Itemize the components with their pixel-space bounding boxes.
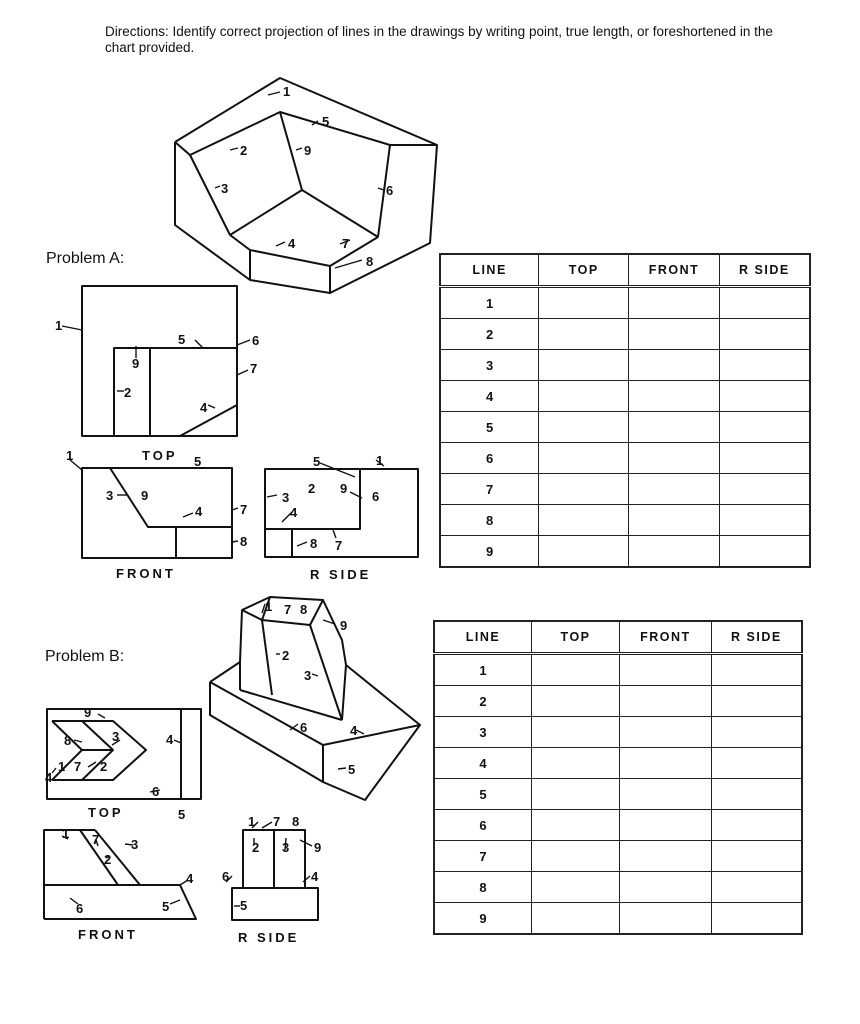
svg-text:5: 5	[178, 332, 186, 347]
svg-text:3: 3	[131, 837, 139, 852]
table-row	[440, 350, 810, 381]
answer-cell[interactable]	[531, 903, 619, 935]
svg-text:6: 6	[152, 784, 160, 799]
answer-cell[interactable]	[531, 654, 619, 686]
svg-text:1: 1	[376, 453, 384, 468]
answer-cell[interactable]	[620, 872, 712, 903]
table-row	[434, 717, 802, 748]
problem-b-pictorial	[210, 597, 420, 800]
answer-cell[interactable]	[539, 505, 629, 536]
answer-cell[interactable]	[620, 717, 712, 748]
svg-text:9: 9	[141, 488, 149, 503]
svg-text:4: 4	[200, 400, 208, 415]
answer-cell[interactable]	[539, 381, 629, 412]
line-number: 8	[440, 505, 539, 536]
svg-text:1: 1	[58, 759, 66, 774]
answer-cell[interactable]	[629, 319, 719, 350]
answer-cell[interactable]	[711, 872, 802, 903]
svg-text:6: 6	[76, 901, 84, 916]
svg-text:4: 4	[290, 505, 298, 520]
drawing-labels	[45, 84, 393, 916]
header-line: LINE	[434, 621, 531, 654]
line-number: 8	[434, 872, 531, 903]
answer-cell[interactable]	[531, 717, 619, 748]
svg-text:2: 2	[282, 648, 290, 663]
line-number: 1	[440, 287, 539, 319]
table-row	[440, 287, 810, 319]
answer-cell[interactable]	[539, 287, 629, 319]
table-row	[440, 443, 810, 474]
answer-cell[interactable]	[531, 872, 619, 903]
line-number: 7	[440, 474, 539, 505]
table-row	[440, 412, 810, 443]
svg-text:5: 5	[240, 898, 248, 913]
answer-cell[interactable]	[629, 443, 719, 474]
line-number: 9	[440, 536, 539, 568]
line-number: 2	[440, 319, 539, 350]
line-number: 3	[440, 350, 539, 381]
answer-cell[interactable]	[711, 654, 802, 686]
answer-cell[interactable]	[539, 474, 629, 505]
svg-text:5: 5	[194, 454, 202, 469]
problem-b-front-view	[44, 830, 196, 919]
svg-text:3: 3	[282, 840, 290, 855]
svg-text:2: 2	[308, 481, 316, 496]
line-number: 3	[434, 717, 531, 748]
svg-text:6: 6	[386, 183, 394, 198]
svg-text:3: 3	[106, 488, 114, 503]
answer-cell[interactable]	[719, 381, 810, 412]
svg-text:8: 8	[292, 814, 300, 829]
table-row	[440, 381, 810, 412]
problem-a-front-view	[82, 468, 232, 558]
table-row	[434, 654, 802, 686]
svg-text:7: 7	[240, 502, 248, 517]
answer-cell[interactable]	[629, 287, 719, 319]
b-side-caption: R SIDE	[238, 930, 300, 945]
header-r-side: R SIDE	[711, 621, 802, 654]
problem-b-chart	[433, 620, 803, 935]
line-number: 7	[434, 841, 531, 872]
svg-text:9: 9	[340, 481, 348, 496]
answer-cell[interactable]	[719, 319, 810, 350]
svg-text:9: 9	[132, 356, 140, 371]
table-row	[434, 748, 802, 779]
answer-cell[interactable]	[711, 903, 802, 935]
svg-text:7: 7	[284, 602, 292, 617]
svg-text:6: 6	[300, 720, 308, 735]
svg-text:8: 8	[240, 534, 248, 549]
a-side-caption: R SIDE	[310, 567, 372, 582]
line-number: 6	[440, 443, 539, 474]
svg-text:3: 3	[112, 729, 120, 744]
svg-text:4: 4	[166, 732, 174, 747]
svg-text:2: 2	[100, 759, 108, 774]
b-top-caption: TOP	[88, 805, 124, 820]
answer-cell[interactable]	[531, 841, 619, 872]
answer-cell[interactable]	[539, 350, 629, 381]
svg-text:1: 1	[248, 814, 256, 829]
svg-text:2: 2	[252, 840, 260, 855]
answer-cell[interactable]	[719, 287, 810, 319]
svg-text:6: 6	[222, 869, 230, 884]
svg-text:3: 3	[221, 181, 229, 196]
answer-cell[interactable]	[629, 536, 719, 568]
svg-text:1: 1	[66, 448, 74, 463]
answer-cell[interactable]	[711, 810, 802, 841]
problem-b-label: Problem B:	[45, 648, 125, 665]
answer-cell[interactable]	[531, 810, 619, 841]
svg-text:3: 3	[304, 668, 312, 683]
svg-text:8: 8	[300, 602, 308, 617]
answer-cell[interactable]	[629, 474, 719, 505]
answer-cell[interactable]	[629, 381, 719, 412]
answer-cell[interactable]	[629, 350, 719, 381]
line-number: 1	[434, 654, 531, 686]
svg-text:5: 5	[162, 899, 170, 914]
line-number: 5	[440, 412, 539, 443]
answer-cell[interactable]	[539, 443, 629, 474]
svg-text:9: 9	[340, 618, 348, 633]
svg-text:4: 4	[350, 723, 358, 738]
svg-text:1: 1	[55, 318, 63, 333]
table-row	[440, 536, 810, 568]
answer-cell[interactable]	[711, 748, 802, 779]
table-row	[434, 903, 802, 935]
table-row	[434, 686, 802, 717]
svg-text:1: 1	[283, 84, 291, 99]
header-r-side: R SIDE	[719, 254, 810, 287]
header-top: TOP	[531, 621, 619, 654]
svg-text:9: 9	[304, 143, 312, 158]
problem-a-top-view	[82, 286, 237, 436]
table-row	[434, 779, 802, 810]
header-top: TOP	[539, 254, 629, 287]
a-top-caption: TOP	[142, 448, 178, 463]
svg-text:7: 7	[342, 236, 350, 251]
line-number: 4	[440, 381, 539, 412]
leader-lines	[52, 92, 384, 906]
answer-cell[interactable]	[620, 903, 712, 935]
svg-text:1: 1	[62, 826, 70, 841]
svg-text:5: 5	[348, 762, 356, 777]
header-line: LINE	[440, 254, 539, 287]
answer-cell[interactable]	[539, 412, 629, 443]
answer-cell[interactable]	[719, 443, 810, 474]
answer-cell[interactable]	[711, 717, 802, 748]
svg-text:7: 7	[335, 538, 343, 553]
svg-text:5: 5	[313, 454, 321, 469]
answer-cell[interactable]	[620, 686, 712, 717]
svg-text:7: 7	[92, 832, 100, 847]
answer-cell[interactable]	[629, 505, 719, 536]
table-row	[434, 872, 802, 903]
b-front-caption: FRONT	[78, 927, 138, 942]
answer-cell[interactable]	[531, 779, 619, 810]
problem-a-pictorial	[175, 78, 437, 293]
table-row	[434, 810, 802, 841]
svg-text:2: 2	[104, 852, 112, 867]
answer-cell[interactable]	[620, 810, 712, 841]
answer-cell[interactable]	[711, 686, 802, 717]
answer-cell[interactable]	[620, 779, 712, 810]
header-front: FRONT	[629, 254, 719, 287]
svg-text:2: 2	[124, 385, 132, 400]
chart-header-row	[440, 254, 810, 287]
line-number: 2	[434, 686, 531, 717]
answer-cell[interactable]	[629, 412, 719, 443]
table-row	[440, 319, 810, 350]
svg-text:7: 7	[74, 759, 82, 774]
svg-text:9: 9	[84, 705, 92, 720]
line-number: 4	[434, 748, 531, 779]
problem-b-top-view	[47, 709, 201, 799]
answer-cell[interactable]	[719, 350, 810, 381]
line-number: 5	[434, 779, 531, 810]
svg-text:7: 7	[250, 361, 258, 376]
svg-text:4: 4	[288, 236, 296, 251]
svg-text:9: 9	[314, 840, 322, 855]
svg-text:4: 4	[45, 770, 53, 785]
line-number: 6	[434, 810, 531, 841]
answer-cell[interactable]	[539, 536, 629, 568]
answer-cell[interactable]	[531, 748, 619, 779]
line-number: 9	[434, 903, 531, 935]
table-row	[440, 505, 810, 536]
answer-cell[interactable]	[711, 841, 802, 872]
svg-text:8: 8	[366, 254, 374, 269]
table-row	[434, 841, 802, 872]
svg-text:4: 4	[311, 869, 319, 884]
answer-cell[interactable]	[531, 686, 619, 717]
answer-cell[interactable]	[719, 412, 810, 443]
svg-text:6: 6	[372, 489, 380, 504]
a-front-caption: FRONT	[116, 566, 176, 581]
svg-text:4: 4	[195, 504, 203, 519]
answer-cell[interactable]	[620, 748, 712, 779]
answer-cell[interactable]	[539, 319, 629, 350]
answer-cell[interactable]	[711, 779, 802, 810]
directions-text: Directions: Identify correct projection of lines in the drawings by writing point, true length, or foreshortened in the chart provided.	[105, 24, 773, 55]
svg-text:7: 7	[273, 814, 281, 829]
header-front: FRONT	[620, 621, 712, 654]
svg-text:4: 4	[186, 871, 194, 886]
problem-a-label: Problem A:	[46, 250, 125, 267]
svg-text:5: 5	[178, 807, 186, 822]
answer-cell[interactable]	[719, 474, 810, 505]
answer-cell[interactable]	[620, 654, 712, 686]
table-row	[440, 474, 810, 505]
answer-cell[interactable]	[719, 536, 810, 568]
svg-text:5: 5	[322, 114, 330, 129]
problem-a-chart	[439, 253, 811, 568]
answer-cell[interactable]	[719, 505, 810, 536]
answer-cell[interactable]	[620, 841, 712, 872]
svg-text:8: 8	[310, 536, 318, 551]
svg-text:2: 2	[240, 143, 248, 158]
svg-text:3: 3	[282, 490, 290, 505]
svg-text:6: 6	[252, 333, 260, 348]
chart-header-row	[434, 621, 802, 654]
svg-text:1: 1	[265, 599, 273, 614]
svg-text:8: 8	[64, 733, 72, 748]
